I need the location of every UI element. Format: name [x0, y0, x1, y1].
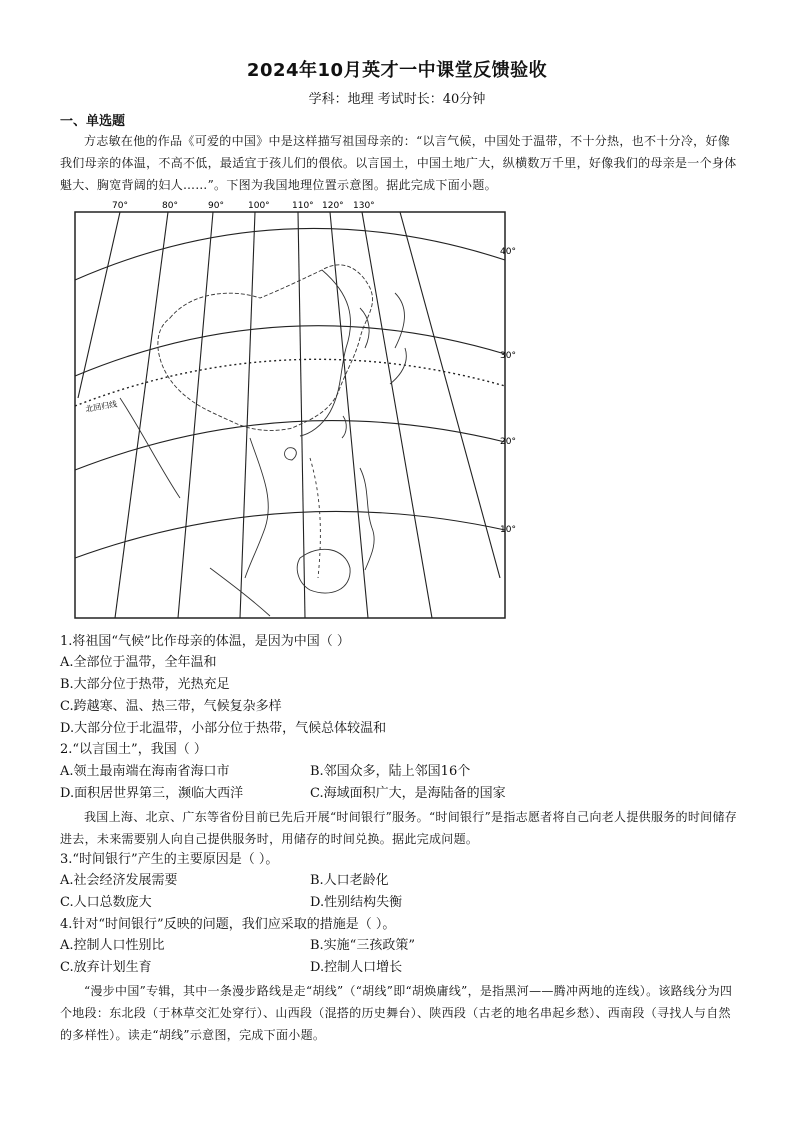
section-heading: 一、单选题: [60, 114, 126, 129]
q3-option-b: B.人口老龄化: [310, 873, 389, 888]
q1-option-b: B.大部分位于热带，光热充足: [60, 677, 230, 692]
exam-subtitle: 学科：地理 考试时长：40分钟: [308, 92, 486, 107]
question-1-stem: 1.将祖国“气候”比作母亲的体温，是因为中国（ ）: [60, 634, 350, 649]
china-location-map: [60, 198, 520, 624]
q2-option-d: D.面积居世界第三，濒临大西洋: [60, 786, 244, 801]
q3-option-a: A.社会经济发展需要: [60, 873, 178, 888]
intro-paragraph-3: “漫步中国”专辑，其中一条漫步路线是走“胡线”（“胡线”即“胡焕庸线”，是指黑河——腾冲两地的连线）。该路线分为四个地段：东北段（于林草交汇处穿行）、山西段（混搭的历史舞台）、陕西段（古老的地名串起乡愁）、西南段（寻找人与自然的多样性）。读走“胡线”示意图，完成下面小题。: [60, 984, 733, 1042]
lat-label-40: 40°: [500, 247, 516, 257]
question-4-stem: 4.针对“时间银行”反映的问题，我们应采取的措施是（ ）。: [60, 917, 396, 932]
question-3-stem: 3.“时间银行”产生的主要原因是（ ）。: [60, 852, 279, 867]
lon-label-120: 120°: [322, 201, 344, 211]
intro-paragraph-2: 我国上海、北京、广东等省份目前已先后开展“时间银行”服务。“时间银行”是指志愿者将自己向老人提供服务的时间储存进去，未来需要别人向自己提供服务时，用储存的时间兑换。据此完成问题。: [60, 810, 738, 846]
lon-label-130: 130°: [353, 201, 375, 211]
lat-label-30: 30°: [500, 351, 516, 361]
q4-option-c: C.放弃计划生育: [60, 960, 152, 975]
q4-option-d: D.控制人口增长: [310, 960, 403, 975]
q4-option-b: B.实施“三孩政策”: [310, 938, 415, 953]
lon-label-70: 70°: [112, 201, 128, 211]
lon-label-80: 80°: [162, 201, 178, 211]
lon-label-110: 110°: [292, 201, 314, 211]
lat-label-10: 10°: [500, 525, 516, 535]
q1-option-d: D.大部分位于北温带，小部分位于热带，气候总体较温和: [60, 721, 387, 736]
q4-option-a: A.控制人口性别比: [60, 938, 165, 953]
question-2-stem: 2.“以言国土”，我国（ ）: [60, 742, 207, 757]
q1-option-a: A.全部位于温带，全年温和: [60, 655, 217, 670]
q2-option-c: C.海域面积广大，是海陆备的国家: [310, 786, 506, 801]
q1-option-c: C.跨越寒、温、热三带，气候复杂多样: [60, 699, 282, 714]
map-frame: [75, 212, 505, 618]
q3-option-c: C.人口总数庞大: [60, 895, 152, 910]
q3-option-d: D.性别结构失衡: [310, 895, 403, 910]
q2-option-b: B.邻国众多，陆上邻国16个: [310, 764, 471, 779]
intro-paragraph-1: 方志敏在他的作品《可爱的中国》中是这样描写祖国母亲的：“以言气候，中国处于温带，不十分热，也不十分冷，好像我们母亲的体温，不高不低，最适宜于孩儿们的偎依。以言国土，中国土地广大，纵横数万千里，好像我们的母亲是一个身体魁大、胸宽背阔的妇人……”。下图为我国地理位置示意图。据此完成下面小题。: [60, 134, 737, 192]
lon-label-90: 90°: [208, 201, 224, 211]
q2-option-a: A.领土最南端在海南省海口市: [60, 764, 230, 779]
tropic-label: 北回归线: [84, 399, 118, 414]
lon-label-100: 100°: [248, 201, 270, 211]
lat-label-20: 20°: [500, 437, 516, 447]
exam-title: 2024年10月英才一中课堂反馈验收: [246, 60, 548, 81]
